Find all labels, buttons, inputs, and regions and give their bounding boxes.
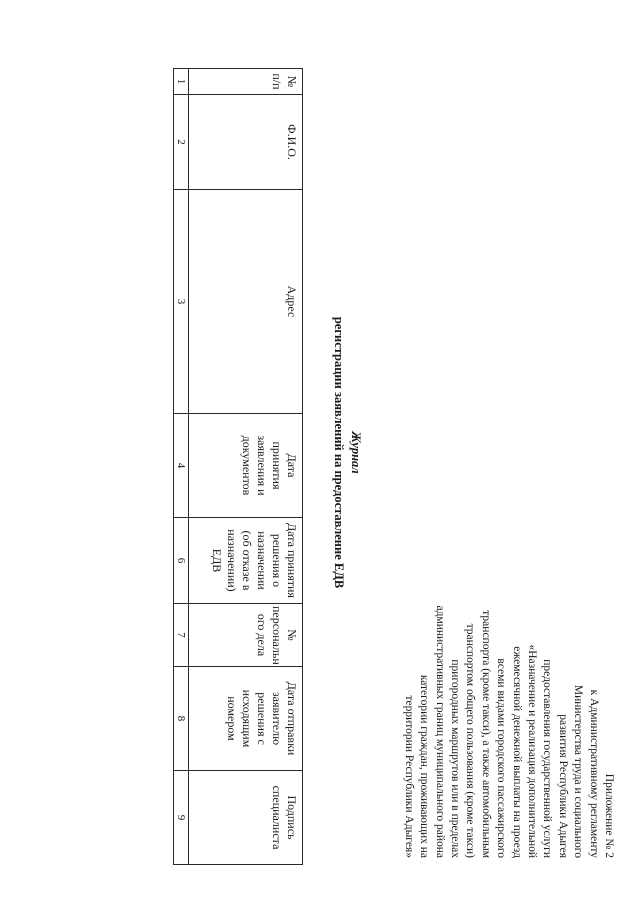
- column-number-cell: 8: [174, 667, 189, 771]
- journal-title: [330, 0, 364, 905]
- header-cell-fio: Ф.И.О.: [189, 95, 303, 190]
- table-header-row: [189, 69, 303, 865]
- table-number-row: [174, 69, 189, 865]
- appendix-line: пригородных маршрутов или в пределах: [448, 659, 461, 858]
- appendix-line: к Административному регламенту: [587, 689, 600, 858]
- appendix-line: транспортом общего пользования (кроме такси): [464, 623, 477, 858]
- appendix-line: всеми видами городского пассажирского: [495, 658, 508, 858]
- header-cell-address: Адрес: [189, 190, 303, 414]
- appendix-line: транспорта (кроме такси), а также автомобильным: [479, 610, 492, 858]
- registration-journal-table: [173, 68, 303, 865]
- column-number-cell: 4: [174, 414, 189, 518]
- appendix-line: развития Республики Адыгея: [556, 714, 569, 858]
- header-cell-acceptance-date: Дата принятия заявления и документов: [189, 414, 303, 518]
- appendix-line: Министерства труда и социального: [572, 684, 585, 858]
- appendix-block: [400, 460, 616, 858]
- appendix-line: Приложение № 2: [603, 773, 615, 858]
- header-cell-dispatch-date: Дата отправки заявителю решения с исходящим номером: [189, 667, 303, 771]
- column-number-cell: 2: [174, 95, 189, 190]
- column-number-cell: 1: [174, 69, 189, 95]
- appendix-line: территории Республики Адыгея»: [402, 695, 415, 858]
- column-number-cell: 9: [174, 771, 189, 865]
- journal-title-line1: Журнал: [349, 431, 363, 474]
- appendix-line: ежемесячной денежной выплаты на проезд: [510, 646, 523, 858]
- header-cell-signature: Подпись специалиста: [189, 771, 303, 865]
- column-number-cell: 6: [174, 518, 189, 604]
- header-cell-decision-date: Дата принятия решения о назначении (об отказе в назначении) ЕДВ: [189, 518, 303, 604]
- appendix-line: предоставления государственной услуги: [541, 659, 554, 858]
- column-number-cell: 3: [174, 190, 189, 414]
- appendix-line: категории граждан, проживающих на: [418, 674, 431, 858]
- header-cell-case-number: № персональн ого дела: [189, 604, 303, 667]
- appendix-line: административных границ муниципального района: [433, 605, 446, 858]
- journal-title-line2: регистрации заявлений на предоставление ЕДВ: [332, 316, 346, 589]
- appendix-line: «Назначение и реализация дополнительной: [525, 644, 538, 858]
- column-number-cell: 7: [174, 604, 189, 667]
- header-cell-number: № п/п: [189, 69, 303, 95]
